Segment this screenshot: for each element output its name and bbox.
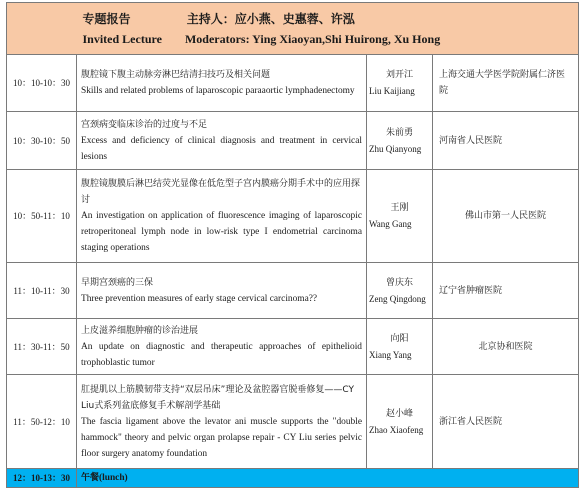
session-topic (77, 375, 367, 469)
session-time: 10：10-10：30 (7, 55, 77, 112)
header-zh-line (83, 9, 573, 29)
hosts-zh: 主持人：应小燕、史惠蓉、许泓 (186, 11, 355, 26)
organization: 河南省人民医院 (433, 112, 579, 170)
speaker-en: Zeng Qingdong (369, 293, 426, 304)
speaker-en: Zhao Xiaofeng (369, 424, 424, 435)
speaker-zh: 曾庆东 (385, 277, 413, 288)
speaker (367, 319, 433, 375)
session-time: 11：50-12：10 (7, 375, 77, 469)
speaker-en: Wang Gang (369, 219, 412, 229)
session-time: 11：30-11：50 (7, 319, 77, 375)
lunch-row (7, 469, 579, 488)
topic-en: An update on diagnostic and therapeutic approaches of epithelioid trophoblastic tumor (81, 341, 362, 368)
topic-zh: 宫颈病变临床诊治的过度与不足 (81, 119, 208, 130)
speaker-zh: 朱前勇 (385, 127, 413, 138)
speaker-zh: 刘开江 (385, 70, 413, 80)
topic-zh: 腹腔镜下腹主动脉旁淋巴结清扫技巧及相关问题 (81, 70, 271, 80)
topic-en: The fascia ligament above the levator ani muscle supports the "double hammock" theory and pelvic organ prolapse repair - CY Liu series pelvic floor surgery anatomy foundation (81, 416, 362, 459)
session-topic (77, 55, 367, 112)
table-row (7, 319, 579, 375)
schedule-table (6, 2, 579, 488)
organization: 上海交通大学医学院附属仁济医院 (433, 55, 579, 112)
table-row (7, 375, 579, 469)
speaker (367, 170, 433, 263)
moderators-en: Moderators: Ying Xiaoyan,Shi Huirong, Xu Hong (184, 31, 441, 46)
session-time: 10：50-11：10 (7, 170, 77, 263)
lunch-label (77, 469, 579, 488)
section-title-en: Invited Lecture (82, 31, 162, 46)
session-time: 11：10-11：30 (7, 263, 77, 319)
lunch-label-zh: 午餐 (81, 473, 100, 483)
lunch-time: 12：10-13：30 (7, 469, 77, 488)
speaker-en: Liu Kaijiang (369, 86, 415, 96)
session-topic (77, 319, 367, 375)
organization: 北京协和医院 (433, 319, 579, 375)
header-spacer (7, 3, 77, 55)
topic-en: Skills and related problems of laparoscopic paraaortic lymphadenectomy (81, 86, 355, 96)
topic-en: Three prevention measures of early stage cervical carcinoma?? (81, 293, 318, 304)
topic-zh: 早期宫颈癌的三保 (81, 277, 154, 288)
speaker-zh: 赵小峰 (385, 408, 413, 419)
topic-zh: 上皮滋养细胞肿瘤的诊治进展 (81, 325, 199, 336)
speaker (367, 375, 433, 469)
session-header (7, 3, 579, 55)
table-row (7, 263, 579, 319)
session-topic (77, 112, 367, 170)
organization: 辽宁省肿瘤医院 (433, 263, 579, 319)
session-topic (77, 263, 367, 319)
session-time: 10：30-10：50 (7, 112, 77, 170)
speaker (367, 55, 433, 112)
table-row (7, 170, 579, 263)
header-en-line (83, 29, 573, 49)
speaker (367, 112, 433, 170)
table-row (7, 55, 579, 112)
session-topic (77, 170, 367, 263)
lunch-label-en: (lunch) (99, 473, 128, 483)
topic-en: An investigation on application of fluorescence imaging of laparoscopic retroperitoneal lymph node in low-risk type I endometrial carcinoma staging operations (81, 211, 362, 253)
speaker-en: Xiang Yang (369, 349, 412, 360)
section-title-zh: 专题报告 (82, 11, 131, 26)
table-row (7, 112, 579, 170)
header-content (77, 3, 579, 55)
speaker (367, 263, 433, 319)
speaker-zh: 向阳 (390, 333, 409, 344)
topic-en: Excess and deficiency of clinical diagnosis and treatment in cervical lesions (81, 135, 362, 162)
speaker-zh: 王刚 (390, 203, 409, 213)
organization: 佛山市第一人民医院 (433, 170, 579, 263)
organization: 浙江省人民医院 (433, 375, 579, 469)
topic-zh: 腹腔镜腹膜后淋巴结荧光显像在低危型子宫内膜癌分期手术中的应用探讨 (81, 179, 361, 205)
speaker-en: Zhu Qianyong (369, 143, 422, 154)
topic-zh: 肛提肌以上筋膜韧带支持“双层吊床”理论及盆腔器官脱垂修复——CY Liu式系列盆底修复手术解剖学基础 (81, 384, 354, 411)
